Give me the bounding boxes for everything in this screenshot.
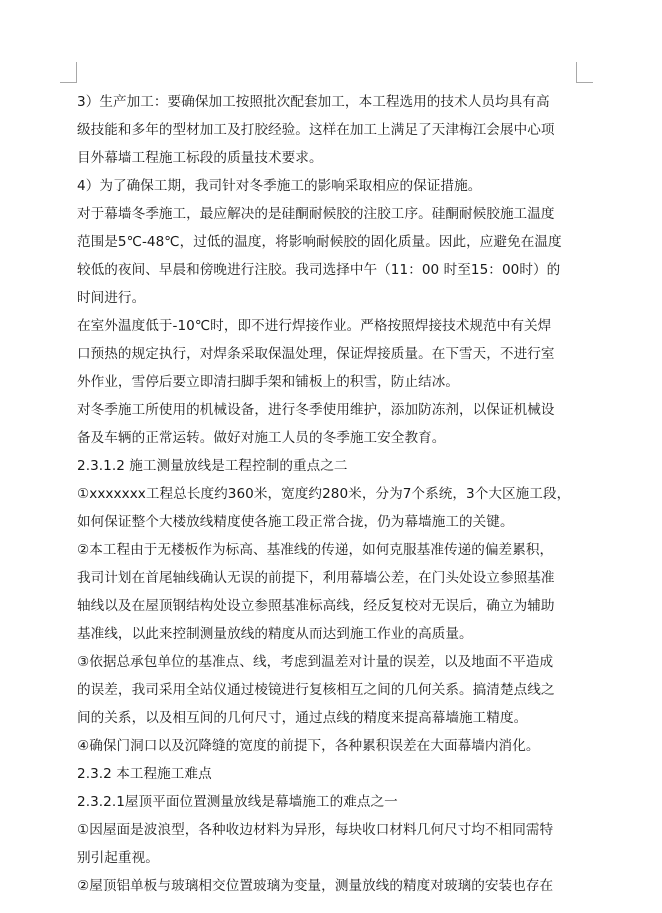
text-line: 间的关系，以及相互间的几何尺寸，通过点线的精度来提高幕墙施工精度。 xyxy=(77,710,528,726)
text-line: 如何保证整个大楼放线精度使各施工段正常合拢，仍为幕墙施工的关键。 xyxy=(77,514,514,530)
text-line: 对冬季施工所使用的机械设备，进行冬季使用维护，添加防冻剂，以保证机械设 xyxy=(77,402,555,418)
text-line: 别引起重视。 xyxy=(77,850,159,866)
text-line: ④确保门洞口以及沉降缝的宽度的前提下，各种累积误差在大面幕墙内消化。 xyxy=(77,738,540,754)
text-line: 目外幕墙工程施工标段的质量技术要求。 xyxy=(77,150,323,166)
document-body xyxy=(77,88,581,900)
text-line: 的误差，我司采用全站仪通过棱镜进行复核相互之间的几何关系。搞清楚点线之 xyxy=(77,682,555,698)
text-line: ②本工程由于无楼板作为标高、基准线的传递，如何克服基准传递的偏差累积， xyxy=(77,542,554,558)
section-heading: 2.3.2.1屋顶平面位置测量放线是幕墙施工的难点之一 xyxy=(77,794,398,810)
text-line: 对于幕墙冬季施工，最应解决的是硅酮耐候胶的注胶工序。硅酮耐候胶施工温度 xyxy=(77,206,555,222)
text-line: ①因屋面是波浪型，各种收边材料为异形，每块收口材料几何尺寸均不相同需特 xyxy=(77,822,554,838)
text-line: 轴线以及在屋顶钢结构处设立参照基准标高线，经反复校对无误后，确立为辅助 xyxy=(77,598,555,614)
text-line: ③依据总承包单位的基准点、线，考虑到温差对计量的误差，以及地面不平造成 xyxy=(77,654,554,670)
text-line: ②屋顶铝单板与玻璃相交位置玻璃为变量，测量放线的精度对玻璃的安装也存在 xyxy=(77,878,554,894)
text-line: 外作业，雪停后要立即清扫脚手架和铺板上的积雪，防止结冰。 xyxy=(77,374,460,390)
crop-mark-top-right xyxy=(576,62,593,83)
text-line: ①xxxxxxx工程总长度约360米，宽度约280米，分为7个系统，3个大区施工段， xyxy=(77,486,571,502)
text-line: 时间进行。 xyxy=(77,290,146,306)
text-line: 口预热的规定执行，对焊条采取保温处理，保证焊接质量。在下雪天，不进行室 xyxy=(77,346,555,362)
text-line: 级技能和多年的型材加工及打胶经验。这样在加工上满足了天津梅江会展中心项 xyxy=(77,122,555,138)
section-heading: 2.3.1.2 施工测量放线是工程控制的重点之二 xyxy=(77,458,348,474)
text-line: 在室外温度低于-10℃时，即不进行焊接作业。严格按照焊接技术规范中有关焊 xyxy=(77,318,552,334)
text-line: 4）为了确保工期，我司针对冬季施工的影响采取相应的保证措施。 xyxy=(77,178,482,194)
text-line: 我司计划在首尾轴线确认无误的前提下，利用幕墙公差，在门头处设立参照基准 xyxy=(77,570,555,586)
crop-mark-top-left xyxy=(60,62,77,83)
text-line: 备及车辆的正常运转。做好对施工人员的冬季施工安全教育。 xyxy=(77,430,446,446)
text-line: 基准线，以此来控制测量放线的精度从而达到施工作业的高质量。 xyxy=(77,626,473,642)
section-heading: 2.3.2 本工程施工难点 xyxy=(77,766,212,782)
text-line: 较低的夜间、早晨和傍晚进行注胶。我司选择中午（11：00 时至15：00时）的 xyxy=(77,262,561,278)
text-line: 3）生产加工：要确保加工按照批次配套加工，本工程选用的技术人员均具有高 xyxy=(77,94,550,110)
text-line: 范围是5℃-48℃，过低的温度，将影响耐候胶的固化质量。因此，应避免在温度 xyxy=(77,234,562,250)
